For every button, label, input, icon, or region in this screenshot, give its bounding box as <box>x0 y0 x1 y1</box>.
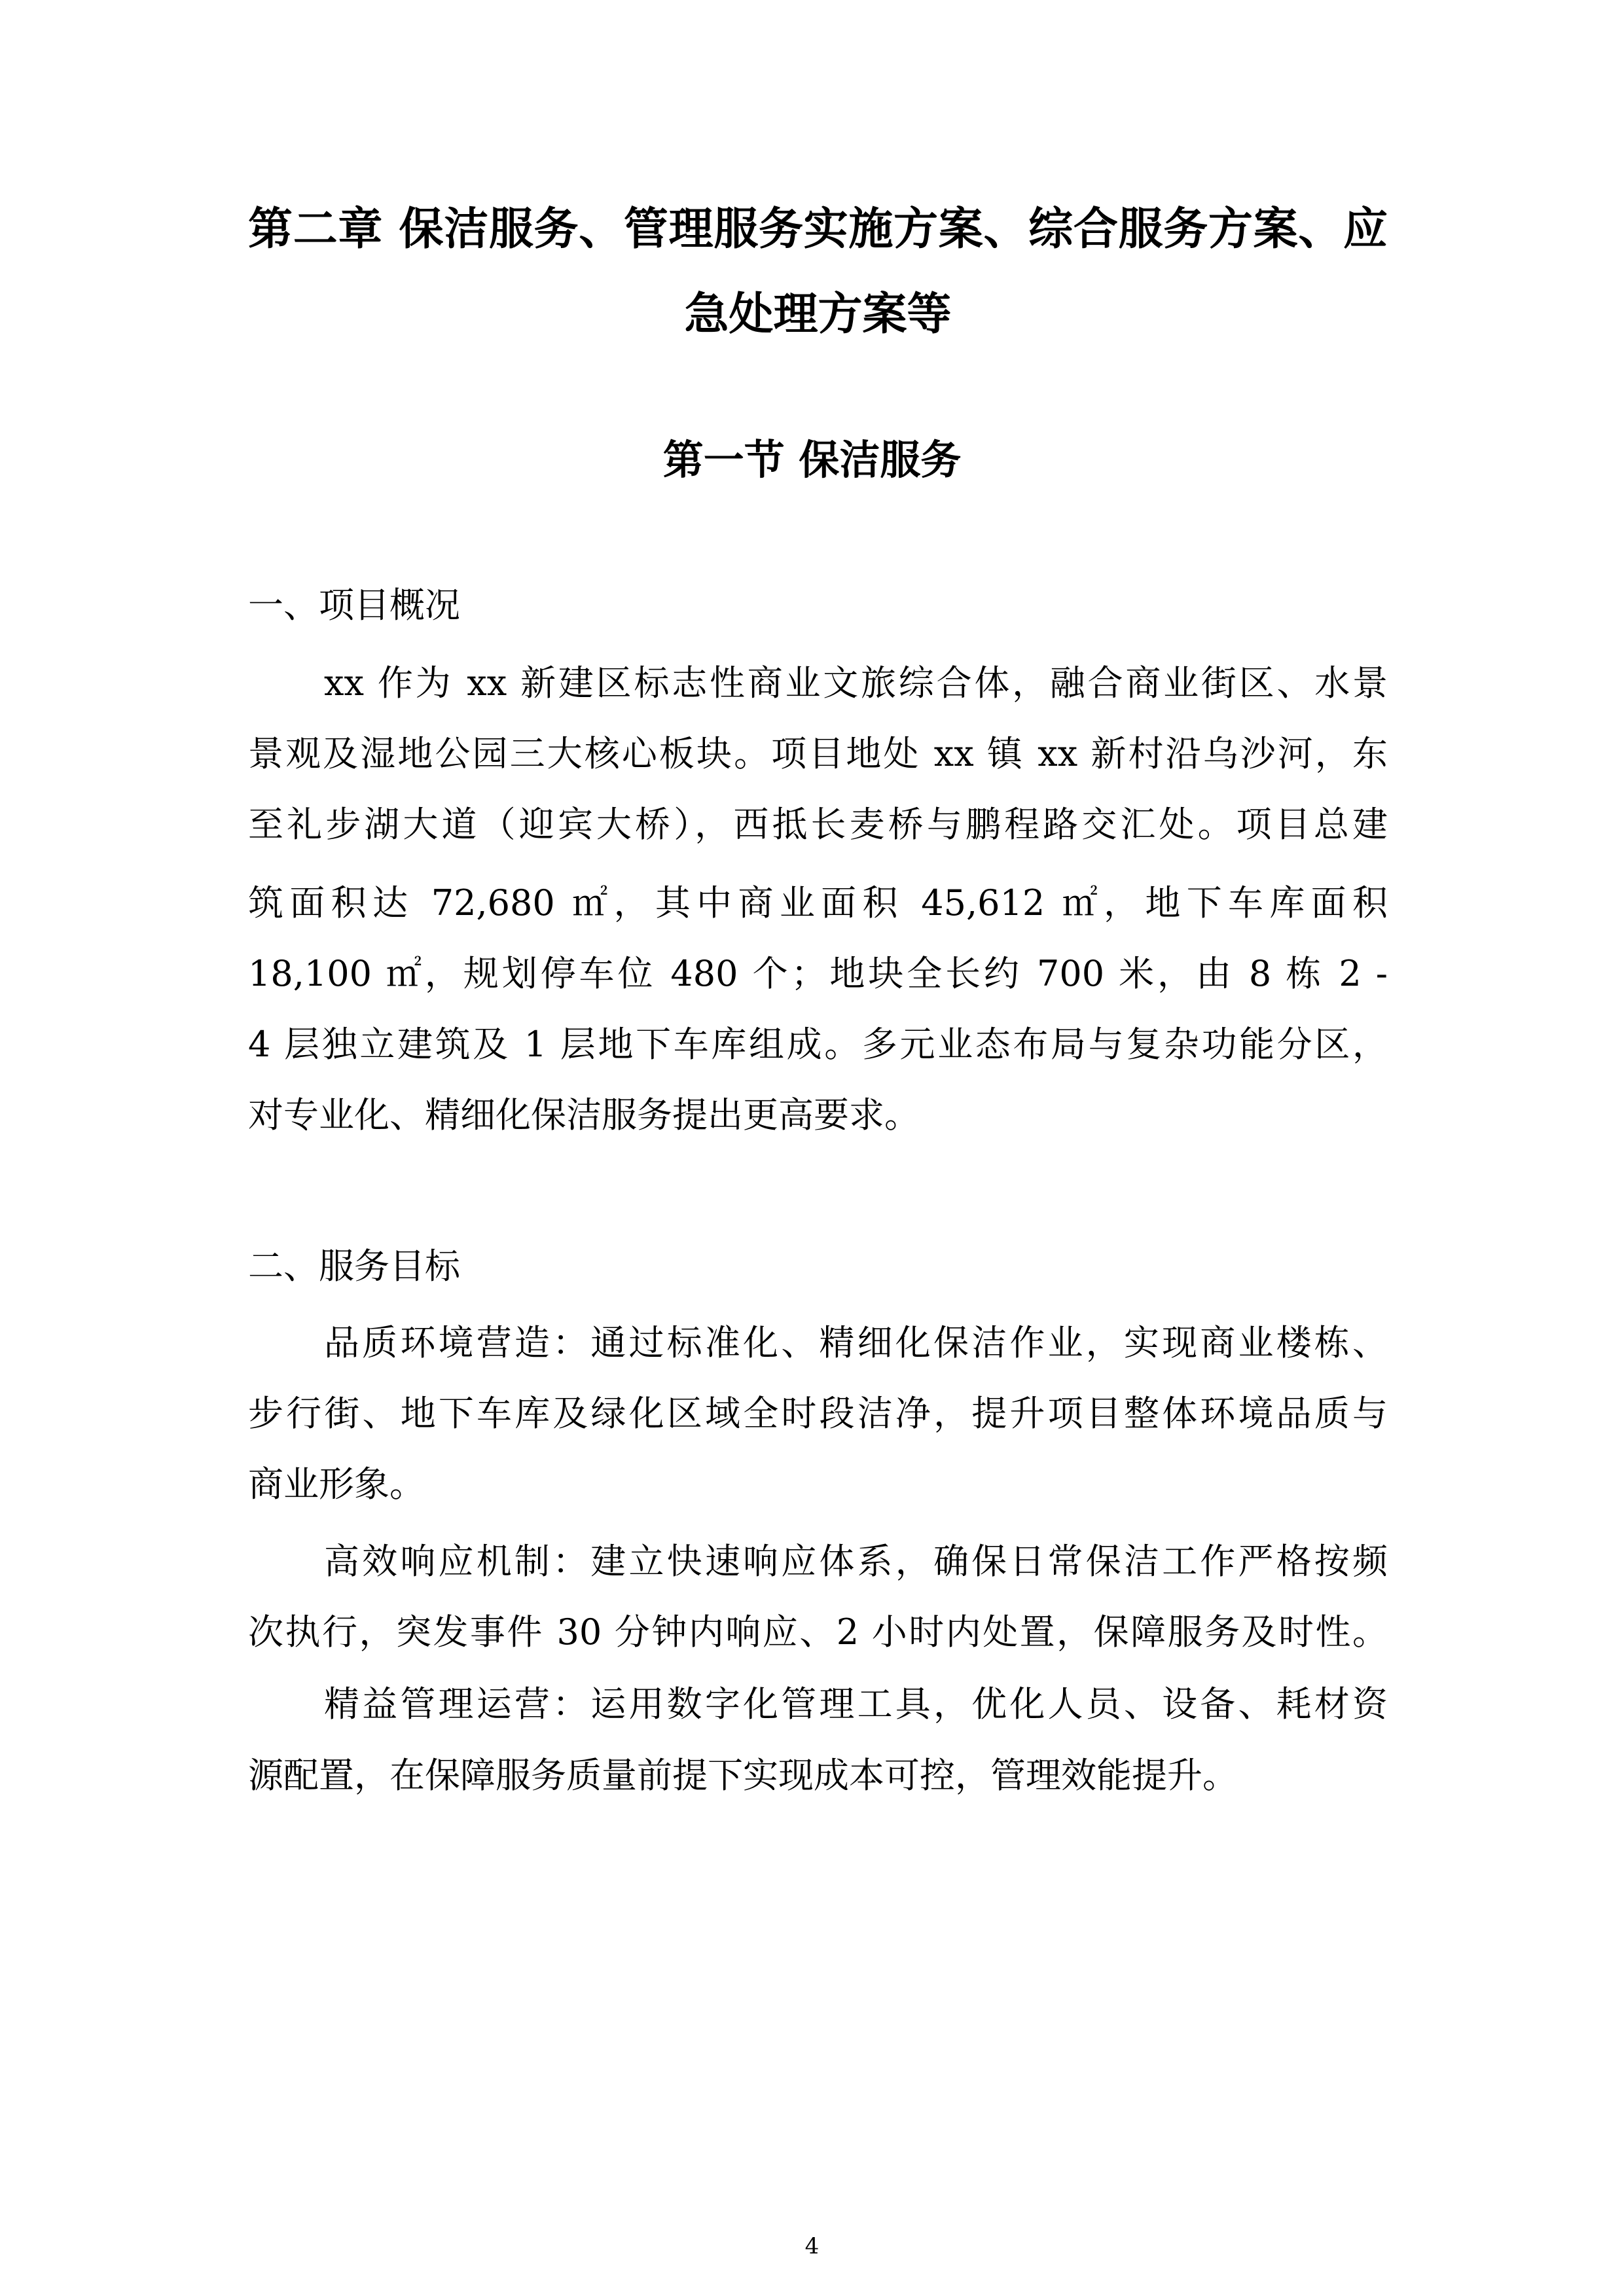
section-title: 第一节 保洁服务 <box>662 436 962 484</box>
text-line: 品质环境营造：通过标准化、精细化保洁作业，实现商业楼栋、 <box>324 1322 1388 1363</box>
text-line: 高效响应机制：建立快速响应体系，确保日常保洁工作严格按频 <box>324 1541 1388 1582</box>
text-line: 源配置，在保障服务质量前提下实现成本可控，管理效能提升。 <box>248 1755 1238 1796</box>
text-line: 精益管理运营：运用数字化管理工具，优化人员、设备、耗材资 <box>324 1683 1388 1725</box>
chapter-title-line-1: 第二章 保洁服务、管理服务实施方案、综合服务方案、应 <box>248 203 1388 255</box>
text-line: 商业形象。 <box>248 1463 425 1505</box>
text-line: 18,100 ㎡，规划停车位 480 个；地块全长约 700 米，由 8 栋 2 - <box>248 953 1388 994</box>
text-line: 筑面积达 72,680 ㎡，其中商业面积 45,612 ㎡，地下车库面积 <box>248 882 1388 924</box>
text-line: xx 作为 xx 新建区标志性商业文旅综合体，融合商业街区、水景 <box>324 662 1388 704</box>
chapter-title-line-2: 急处理方案等 <box>684 288 952 340</box>
text-line: 次执行，突发事件 30 分钟内响应、2 小时内处置，保障服务及时性。 <box>248 1611 1388 1653</box>
text-line: 至礼步湖大道（迎宾大桥），西抵长麦桥与鹏程路交汇处。项目总建 <box>248 804 1388 845</box>
heading-project-overview: 一、项目概况 <box>248 584 460 626</box>
text-line: 步行街、地下车库及绿化区域全时段洁净，提升项目整体环境品质与 <box>248 1393 1388 1434</box>
page-number: 4 <box>804 2233 820 2259</box>
text-line: 对专业化、精细化保洁服务提出更高要求。 <box>248 1094 920 1136</box>
heading-service-goals: 二、服务目标 <box>248 1246 460 1287</box>
text-line: 4 层独立建筑及 1 层地下车库组成。多元业态布局与复杂功能分区， <box>248 1024 1388 1065</box>
text-line: 景观及湿地公园三大核心板块。项目地处 xx 镇 xx 新村沿乌沙河，东 <box>248 733 1388 774</box>
